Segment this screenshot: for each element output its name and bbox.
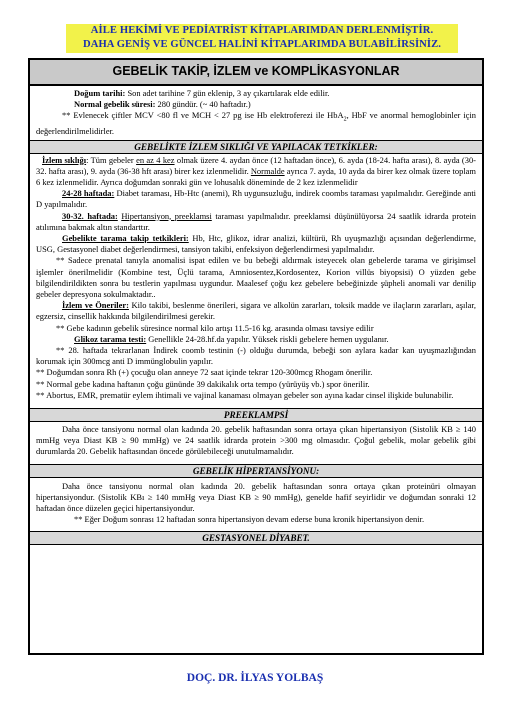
week-24-28-label: 24-28 haftada:	[62, 188, 115, 199]
glucose-test	[30, 334, 482, 345]
gestational-hypertension-section	[30, 478, 482, 526]
section-heading-gestational-diabetes: GESTASYONEL DİYABET.	[30, 531, 482, 545]
exercise-note: ** Normal gebe kadına haftanın çoğu gününde 39 dakikalık orta tempo (yürüyüş vb.) spor önerilir.	[36, 378, 370, 389]
chronic-hypertension-note: ** Eğer Doğum sonrası 12 haftadan sonra hipertansiyon devam ederse buna kronik hipertansiyon denir.	[74, 514, 425, 525]
glucose-test-label: Glikoz tarama testi:	[74, 333, 147, 344]
recommendations	[30, 300, 482, 322]
due-date-line	[30, 88, 482, 99]
visit-frequency-b: olmak üzere 4. aydan önce (12 haftadan önce), 6. ayda (18-24. hafta arası), 8. ayda (30-32. hafta arası), 9. ayda (36-38 hft arası) birer kez izlenmelidir.	[36, 154, 476, 176]
couples-note	[30, 110, 482, 137]
author-signature: DOÇ. DR. İLYAS YOLBAŞ	[186, 672, 324, 684]
section-heading-preeclampsia: PREEKLAMPSİ	[30, 408, 482, 422]
visit-frequency-label: İzlem sıklığı	[42, 154, 87, 165]
couples-note-a: ** Evlenecek çiftler MCV <80 fl ve MCH < 27 pg ise Hb elektroferezi ile HbA	[62, 110, 344, 121]
screening-tests	[30, 233, 482, 255]
due-date-text: Son adet tarihine 7 gün eklenip, 3 ay çıkartılarak elde edilir.	[125, 88, 330, 98]
week-24-28	[30, 188, 482, 210]
glucose-test-text: Genellikle 24-28.hf.da yapılır. Yüksek riskli gebelere hemen uygulanır.	[146, 333, 389, 344]
week-28-coombs-note: ** 28. haftada tekrarlanan İndirek coomb testinin (-) olduğu durumda, bebeği son aylara kadar kan uyuşmazlığından korumak için 300mcg anti D immünglobulin yapılır.	[36, 344, 476, 367]
normal-duration-line	[30, 99, 482, 110]
intro-block	[30, 86, 482, 138]
header-banner	[66, 24, 458, 53]
visit-frequency-normally: Normalde	[250, 165, 285, 176]
gestational-hypertension-text: Daha önce tansiyonu normal olan kadında 20. gebelik haftasından sonra ortaya çıkan proteinüri olmayan hipertansiyondur. (Sistolik KBı ≥ 140 mmHg veya Diast KB ≥ 90 mmHg), genelde hafif seyirlidir ve doğumdan sonraki 12 haftadan önce düzelen geçici hipertansiyondur.	[36, 480, 476, 513]
rhogam-note: ** Doğumdan sonra Rh (+) çocuğu olan anneye 72 saat içinde tekrar 120-300mcg Rhogam önerilir.	[36, 367, 373, 378]
week-30-32-text: taraması yapılmalıdır. preeklamsi düşünülüyorsa 24 saatlik idrarda protein atılımına bakmak altın standarttır.	[36, 210, 476, 232]
visit-frequency-min: en az 4 kez	[136, 154, 175, 165]
abortus-note: ** Abortus, EMR, prematür eylem ihtimali ve vajinal kanaması olmayan gebeler son ayına kadar cinsel ilişkide bulunabilir.	[36, 389, 454, 400]
normal-duration-label: Normal gebelik süresi:	[74, 99, 156, 110]
prenatal-note: ** Sadece prenatal tanıyla anomalisi ispat edilen ve bu bebeği aldırmak isteyecek olan gebelerde tarama ve girişimsel işlemler önerilmelidir (Kombine test, Üçlü tarama, Amniosentez,Kordosentez, Korion villüs biyopsisi) O yüzden gebe bilgilendirildikten sonra bu testlerin yapılması uygundur. Maalesef çoğu kez gebelere bebeğinizde şüpheli anomali var denilip gebeler depresyona sokulmaktadır..	[36, 255, 476, 299]
recommendations-label: İzlem ve Öneriler:	[62, 300, 129, 311]
screening-tests-text: Hb, Htc, glikoz, idrar analizi, kültürü, Rh uyuşmazlığı açısından değerlendirme, USG, Gestasyonel diabet değerlendirmesi, tansiyon takibi, enfeksiyon değerlendirmesi yapılmalıdır.	[36, 232, 476, 255]
visit-frequency	[30, 155, 482, 189]
section-heading-gestational-hypertension: GEBELİK HİPERTANSİYONU:	[30, 464, 482, 478]
weight-gain-note: ** Gebe kadının gebelik süresince normal kilo artışı 11.5-16 kg. arasında olması tavsiye edilir	[56, 322, 374, 333]
banner-line-1: AİLE HEKİMİ VE PEDİATRİST KİTAPLARIMDAN DERLENMİŞTİR.	[90, 25, 434, 36]
screening-tests-label: Gebelikte tarama takip tetkikleri:	[62, 232, 189, 243]
week-24-28-text: Diabet taraması, Hb-Htc (anemi), Rh uygunsuzluğu, indirek coombs taraması yapılmalıdır. Gereğinde anti D yapılmalıdır.	[36, 188, 477, 210]
week-30-32-topic: Hipertansiyon, preeklamsi	[121, 210, 212, 221]
couples-note-sub: 2	[343, 117, 347, 124]
visit-frequency-a: : Tüm gebeler	[86, 154, 137, 165]
page-title: GEBELİK TAKİP, İZLEM ve KOMPLİKASYONLAR	[30, 60, 482, 86]
banner-line-2: DAHA GENİŞ VE GÜNCEL HALİNİ KİTAPLARIMDA BULABİLİRSİNİZ.	[82, 38, 442, 50]
week-30-32-label: 30-32. haftada:	[62, 210, 118, 221]
preeclampsia-text: Daha önce tansiyonu normal olan kadında 20. gebelik haftasından sonra ortaya çıkan hipertansiyon (Sistolik KB ≥ 140 mmHg veya Diast KB ≥ 90 mmHg) ve 24 saatlik idrarda protein >300 mg olmasıdır. Çoğul gebelik, molar gebelik gibi durumlarda 20. Gebelik haftasından öncede görülebileceği unutulmamalıdır.	[36, 423, 476, 457]
document-box	[28, 58, 484, 655]
follow-up-section	[30, 154, 482, 401]
week-30-32	[30, 211, 482, 233]
section-heading-follow-up: GEBELİKTE İZLEM SIKLIĞI VE YAPILACAK TETKİKLER:	[30, 140, 482, 154]
preeclampsia-section	[30, 422, 482, 458]
recommendations-text: Kilo takibi, beslenme önerileri, sigara ve alkolün zararları, toksik madde ve ilaçların zararları, aşılar, egzersiz, cinsellik hakkında bilgilendirilmesi gerekir.	[36, 300, 476, 322]
couples-note-b: , HbF ve anormal hemoglobinler için değerlendirilmelidirler.	[36, 110, 476, 137]
normal-duration-text: 280 gündür. (~ 40 haftadır.)	[155, 99, 251, 110]
visit-frequency-c: ayrıca 7. ayda, 10 ayda da birer kez olmak üzere toplam 6 kez izlenmelidir. Ayrıca doğumdan sonraki gün ve lohusalık döneminde de 2 kez izlenmelidir	[36, 165, 476, 187]
due-date-label: Doğum tarihi:	[74, 88, 126, 98]
